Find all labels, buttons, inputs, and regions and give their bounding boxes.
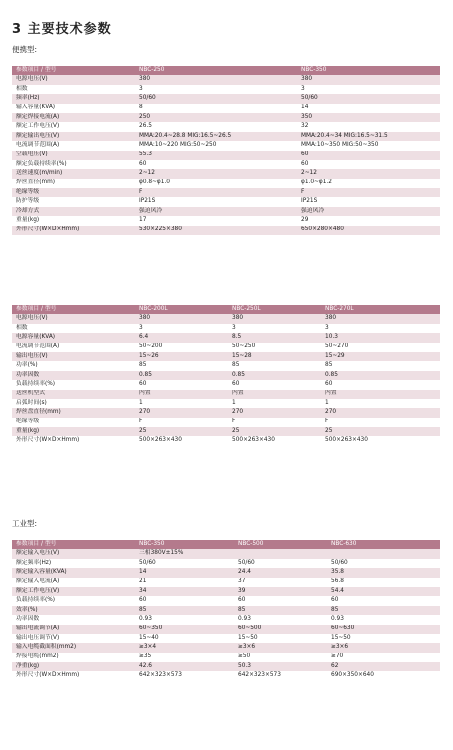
param-label: 功率因数 [12, 371, 135, 380]
param-value: 内置 [135, 390, 228, 399]
table-row [12, 207, 440, 216]
param-value: 60 [135, 380, 228, 389]
param-value: 60 [228, 380, 321, 389]
header-model: NBC-630 [327, 540, 440, 549]
param-value: 62 [327, 662, 440, 671]
param-value: 50/60 [297, 94, 440, 103]
table-row [12, 188, 440, 197]
table-row [12, 596, 440, 605]
param-value: F [135, 418, 228, 427]
param-value: 60~350 [135, 625, 234, 634]
param-value: 3 [228, 324, 321, 333]
param-label: 电源容量(KVA) [12, 333, 135, 342]
table-row [12, 94, 440, 103]
param-label: 额定输出电压(V) [12, 132, 135, 141]
param-label: 电源电压(V) [12, 75, 135, 84]
param-label: 输入电缆截面积(mm2) [12, 643, 135, 652]
param-value: 1 [228, 399, 321, 408]
param-value: 14 [135, 568, 234, 577]
param-value: 60 [297, 151, 440, 160]
table-row [12, 615, 440, 624]
param-value: 250 [135, 113, 297, 122]
param-value: 50~200 [135, 343, 228, 352]
param-label: 空载电压(V) [12, 151, 135, 160]
param-label: 负载持续率(%) [12, 596, 135, 605]
param-value: 15~40 [135, 634, 234, 643]
param-value: 强迫风冷 [135, 207, 297, 216]
table-row [12, 132, 440, 141]
param-label: 输出电流调节(A) [12, 625, 135, 634]
param-value: 15~50 [234, 634, 327, 643]
param-value: 24.4 [234, 568, 327, 577]
param-value: MMA:20.4~28.8 MIG:16.5~26.5 [135, 132, 297, 141]
param-value: 14 [297, 104, 440, 113]
param-label: 焊接电缆(mm2) [12, 653, 135, 662]
param-value: 350 [297, 113, 440, 122]
param-label: 额定输入电流(A) [12, 578, 135, 587]
table-row [12, 141, 440, 150]
param-value: 37 [234, 578, 327, 587]
param-value: 60 [297, 160, 440, 169]
header-param-label: 参数项目 / 型号 [12, 540, 135, 549]
param-value: 85 [321, 361, 440, 370]
table-row [12, 390, 440, 399]
param-label: 额定负载持续率(%) [12, 160, 135, 169]
param-value: IP21S [135, 197, 297, 206]
param-value: ≥50 [234, 653, 327, 662]
param-value: 内置 [228, 390, 321, 399]
param-value: ≥70 [327, 653, 440, 662]
param-value: ≥3×4 [135, 643, 234, 652]
header-param-label: 参数项目 / 型号 [12, 305, 135, 314]
param-value: ≥35 [135, 653, 234, 662]
portable-l-spec-table [12, 305, 440, 446]
param-value: 26.5 [135, 122, 297, 131]
param-value: 85 [327, 606, 440, 615]
param-value: 8 [135, 104, 297, 113]
param-value: MMA:10~220 MIG:50~250 [135, 141, 297, 150]
param-value: 60 [135, 596, 234, 605]
table-row [12, 179, 440, 188]
param-value: 2~12 [297, 169, 440, 178]
param-value: 17 [135, 216, 297, 225]
param-value: 21 [135, 578, 234, 587]
param-value: 642×323×573 [234, 671, 327, 680]
table-row [12, 568, 440, 577]
param-label: 额定输入电压(V) [12, 549, 135, 558]
table-row [12, 333, 440, 342]
param-value: 3 [135, 85, 297, 94]
table-row [12, 314, 440, 323]
param-value: 0.85 [321, 371, 440, 380]
param-value: 29 [297, 216, 440, 225]
param-value: IP21S [297, 197, 440, 206]
param-label: 防护等级 [12, 197, 135, 206]
param-label: 外形尺寸(W×D×Hmm) [12, 436, 135, 445]
param-label: 净重(kg) [12, 662, 135, 671]
param-value: F [228, 418, 321, 427]
portable-subtitle: 便携型: [12, 45, 38, 54]
param-value: 50.3 [234, 662, 327, 671]
param-value: 270 [228, 408, 321, 417]
param-value: 60 [327, 596, 440, 605]
param-value: 500×263×430 [321, 436, 440, 445]
param-value: F [135, 188, 297, 197]
param-value: 60 [234, 596, 327, 605]
param-value: 25 [321, 427, 440, 436]
param-value [327, 549, 440, 558]
param-value: 6.4 [135, 333, 228, 342]
param-label: 输出电压(V) [12, 352, 135, 361]
param-label: 重量(kg) [12, 216, 135, 225]
param-value: 3 [321, 324, 440, 333]
param-label: 输出电压调节(V) [12, 634, 135, 643]
table-row [12, 226, 440, 235]
param-label: 绝缘等级 [12, 418, 135, 427]
param-value: 85 [234, 606, 327, 615]
header-model: NBC-250 [135, 66, 297, 75]
table-row [12, 578, 440, 587]
param-value: 60 [321, 380, 440, 389]
param-value: 8.5 [228, 333, 321, 342]
param-value: MMA:10~350 MIG:50~350 [297, 141, 440, 150]
param-value: 380 [321, 314, 440, 323]
table-row [12, 169, 440, 178]
param-label: 电源电压(V) [12, 314, 135, 323]
table-row [12, 371, 440, 380]
header-model: NBC-250L [228, 305, 321, 314]
param-value: 380 [135, 314, 228, 323]
param-label: 外形尺寸(W×D×Hmm) [12, 226, 135, 235]
param-label: 相数 [12, 85, 135, 94]
param-value: 1 [321, 399, 440, 408]
param-value: 50/60 [135, 94, 297, 103]
table-row [12, 606, 440, 615]
param-label: 额定工作电压(V) [12, 122, 135, 131]
param-value: φ1.0~φ1.2 [297, 179, 440, 188]
table-row [12, 587, 440, 596]
table-row [12, 197, 440, 206]
table-row [12, 625, 440, 634]
param-value: 530×225×380 [135, 226, 297, 235]
table-header-row [12, 540, 440, 549]
table-row [12, 216, 440, 225]
table-row [12, 352, 440, 361]
table-header-row [12, 305, 440, 314]
param-value: 50/60 [135, 559, 234, 568]
param-value: 50~250 [228, 343, 321, 352]
table-row [12, 85, 440, 94]
param-value: 内置 [321, 390, 440, 399]
table-row [12, 113, 440, 122]
param-value: 0.93 [327, 615, 440, 624]
header-model: NBC-200L [135, 305, 228, 314]
param-value: F [321, 418, 440, 427]
param-label: 绝缘等级 [12, 188, 135, 197]
param-value: 642×323×573 [135, 671, 234, 680]
table-row [12, 634, 440, 643]
param-value: 25 [228, 427, 321, 436]
table-row [12, 436, 440, 445]
param-value: 0.85 [135, 371, 228, 380]
param-label: 冷却方式 [12, 207, 135, 216]
param-value: 34 [135, 587, 234, 596]
industrial-subtitle: 工业型: [12, 519, 38, 528]
table-row [12, 75, 440, 84]
table-row [12, 418, 440, 427]
param-label: 频率(Hz) [12, 94, 135, 103]
param-label: 送丝机型式 [12, 390, 135, 399]
param-value: ≥3×6 [234, 643, 327, 652]
param-value: 270 [321, 408, 440, 417]
param-value: 60~630 [327, 625, 440, 634]
page-title: 3 主要技术参数 [12, 22, 112, 37]
param-value: 500×263×430 [135, 436, 228, 445]
header-param-label: 参数项目 / 型号 [12, 66, 135, 75]
param-label: 功率(%) [12, 361, 135, 370]
param-label: 额定焊接电流(A) [12, 113, 135, 122]
table-row [12, 104, 440, 113]
param-value: 3 [297, 85, 440, 94]
param-value: 0.85 [228, 371, 321, 380]
param-value: 35.8 [327, 568, 440, 577]
table-row [12, 122, 440, 131]
param-value: 25 [135, 427, 228, 436]
param-value: 2~12 [135, 169, 297, 178]
param-value: 10.3 [321, 333, 440, 342]
param-value: 3 [135, 324, 228, 333]
table-row [12, 671, 440, 680]
param-value: 1 [135, 399, 228, 408]
param-value: 85 [135, 361, 228, 370]
table-header-row [12, 66, 440, 75]
param-value: ≥3×6 [327, 643, 440, 652]
table-row [12, 559, 440, 568]
header-model: NBC-270L [321, 305, 440, 314]
param-value: 56.8 [327, 578, 440, 587]
param-label: 效率(%) [12, 606, 135, 615]
param-label: 功率因数 [12, 615, 135, 624]
param-label: 电流调节范围(A) [12, 141, 135, 150]
param-label: 负载持续率(%) [12, 380, 135, 389]
param-value: 85 [228, 361, 321, 370]
param-value: 39 [234, 587, 327, 596]
header-model: NBC-500 [234, 540, 327, 549]
param-value: 15~26 [135, 352, 228, 361]
param-value: 500×263×430 [228, 436, 321, 445]
header-model: NBC-350 [135, 540, 234, 549]
param-label: 电流调节范围(A) [12, 343, 135, 352]
table-row [12, 343, 440, 352]
param-value [234, 549, 327, 558]
table-row [12, 653, 440, 662]
industrial-spec-table [12, 540, 440, 681]
param-value: 15~28 [228, 352, 321, 361]
table-row [12, 361, 440, 370]
param-value: 32 [297, 122, 440, 131]
table-row [12, 160, 440, 169]
param-label: 重量(kg) [12, 427, 135, 436]
param-value: 85 [135, 606, 234, 615]
param-label: 外形尺寸(W×D×Hmm) [12, 671, 135, 680]
param-value: 380 [135, 75, 297, 84]
table-row [12, 549, 440, 558]
param-label: 输入容量(KVA) [12, 104, 135, 113]
param-value: 强迫风冷 [297, 207, 440, 216]
param-value: 380 [228, 314, 321, 323]
param-label: 额定工作电压(V) [12, 587, 135, 596]
param-value: 270 [135, 408, 228, 417]
param-value: 50~270 [321, 343, 440, 352]
table-row [12, 399, 440, 408]
param-value: F [297, 188, 440, 197]
param-value: φ0.8~φ1.0 [135, 179, 297, 188]
param-value: 60 [135, 160, 297, 169]
param-value: 380 [297, 75, 440, 84]
table-row [12, 427, 440, 436]
param-label: 额定频率(Hz) [12, 559, 135, 568]
param-value: 650×280×480 [297, 226, 440, 235]
param-label: 焊丝直径(mm) [12, 179, 135, 188]
param-label: 额定输入容量(KVA) [12, 568, 135, 577]
param-value: 55.3 [135, 151, 297, 160]
param-value: 54.4 [327, 587, 440, 596]
table-row [12, 151, 440, 160]
param-value: 0.93 [135, 615, 234, 624]
param-label: 启弧时间(s) [12, 399, 135, 408]
param-label: 相数 [12, 324, 135, 333]
portable-spec-table [12, 66, 440, 235]
param-value: MMA:20.4~34 MIG:16.5~31.5 [297, 132, 440, 141]
param-label: 送丝速度(m/min) [12, 169, 135, 178]
param-value: 15~50 [327, 634, 440, 643]
table-row [12, 643, 440, 652]
param-value: 50/60 [234, 559, 327, 568]
param-value: 0.93 [234, 615, 327, 624]
param-value: 50/60 [327, 559, 440, 568]
param-value: 三相380V±15% [135, 549, 234, 558]
param-value: 42.6 [135, 662, 234, 671]
param-value: 60~500 [234, 625, 327, 634]
param-value: 690×350×640 [327, 671, 440, 680]
header-model: NBC-350 [297, 66, 440, 75]
table-row [12, 662, 440, 671]
param-label: 焊丝盘直径(mm) [12, 408, 135, 417]
param-value: 15~29 [321, 352, 440, 361]
table-row [12, 380, 440, 389]
table-row [12, 324, 440, 333]
table-row [12, 408, 440, 417]
